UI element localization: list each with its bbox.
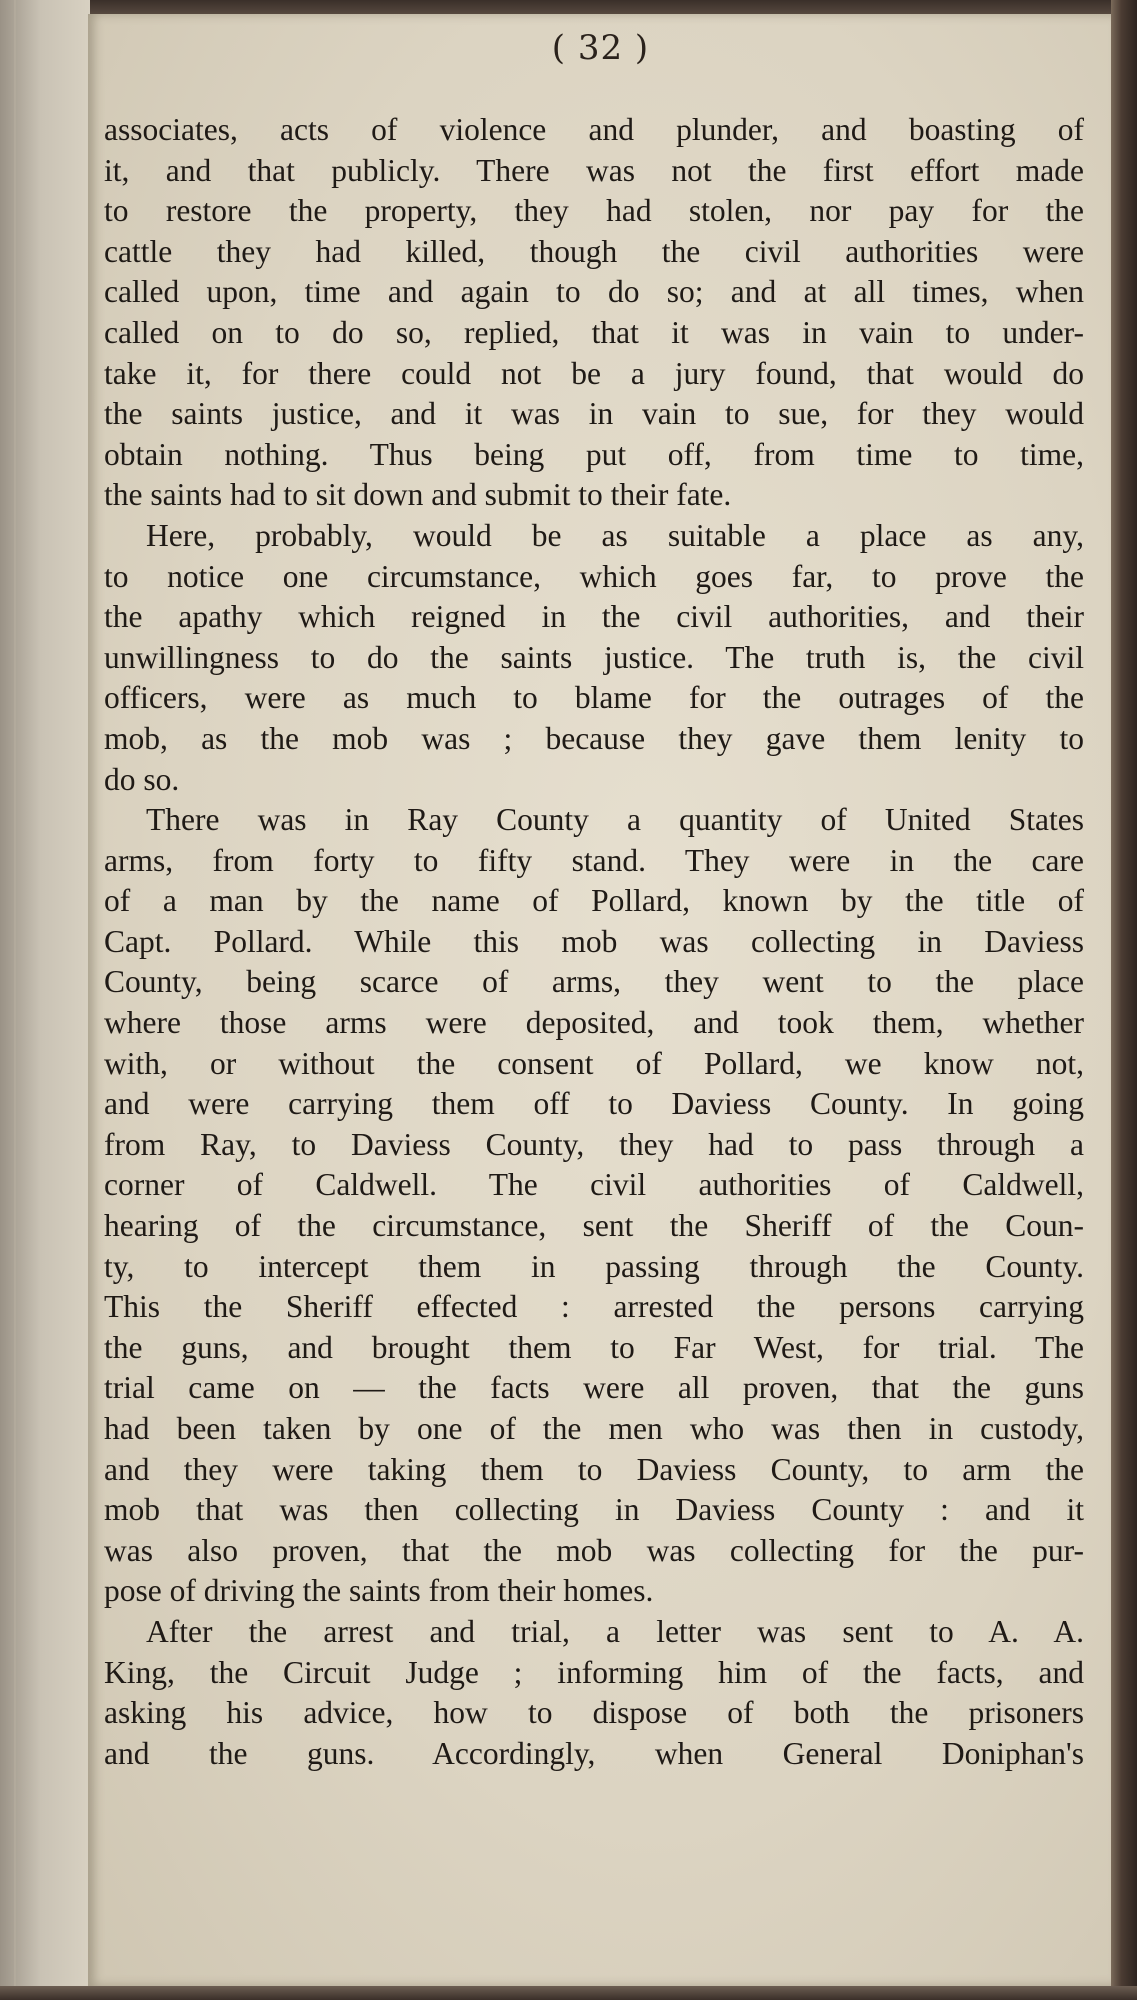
text-line: and they were taking them to Daviess County, to arm the [104, 1451, 1084, 1487]
text-line: was also proven, that the mob was collecting for the pur- [104, 1532, 1084, 1568]
text-line: obtain nothing. Thus being put off, from time to time, [104, 436, 1084, 472]
text-line: ty, to intercept them in passing through the County. [104, 1248, 1084, 1284]
text-line: cattle they had killed, though the civil authorities were [104, 233, 1084, 269]
text-line: the apathy which reigned in the civil authorities, and their [104, 599, 1084, 635]
text-line: mob that was then collecting in Daviess County : and it [104, 1492, 1084, 1528]
text-line: There was in Ray County a quantity of United States [146, 802, 1084, 838]
text-line: Capt. Pollard. While this mob was collecting in Daviess [104, 923, 1084, 959]
text-line: trial came on — the facts were all proven, that the guns [104, 1370, 1084, 1406]
text-line: called upon, time and again to do so; and at all times, when [104, 274, 1084, 310]
text-line: This the Sheriff effected : arrested the persons carrying [104, 1289, 1084, 1325]
text-line: the guns, and brought them to Far West, for trial. The [104, 1329, 1084, 1365]
text-line: of a man by the name of Pollard, known by the title of [104, 883, 1084, 919]
text-line: hearing of the circumstance, sent the Sheriff of the Coun- [104, 1208, 1084, 1244]
text-line: arms, from forty to fifty stand. They were in the care [104, 842, 1084, 878]
text-line: to notice one circumstance, which goes far, to prove the [104, 558, 1084, 594]
book-edge-bottom [0, 1986, 1137, 2000]
gutter-line [14, 0, 16, 2000]
text-line: corner of Caldwell. The civil authorities of Caldwell, [104, 1167, 1084, 1203]
text-line: Here, probably, would be as suitable a place as any, [146, 517, 1084, 553]
text-line: After the arrest and trial, a letter was sent to A. A. [146, 1613, 1084, 1649]
text-line: pose of driving the saints from their homes. [104, 1573, 654, 1609]
text-line: asking his advice, how to dispose of both the prisoners [104, 1695, 1084, 1731]
text-line: associates, acts of violence and plunder, and boasting of [104, 112, 1084, 147]
text-line: officers, were as much to blame for the outrages of the [104, 680, 1084, 716]
text-line: County, being scarce of arms, they went to the place [104, 964, 1084, 1000]
text-line: from Ray, to Daviess County, they had to pass through a [104, 1126, 1084, 1162]
text-line: King, the Circuit Judge ; informing him of the facts, and [104, 1654, 1084, 1690]
text-line: and the guns. Accordingly, when General Doniphan's [104, 1735, 1084, 1771]
text-line: do so. [104, 761, 180, 797]
body-text [104, 110, 1084, 1774]
text-line: and were carrying them off to Daviess County. In going [104, 1086, 1084, 1122]
text-line: where those arms were deposited, and took them, whether [104, 1005, 1084, 1041]
text-line: to restore the property, they had stolen, nor pay for the [104, 193, 1084, 229]
text-line: with, or without the consent of Pollard, we know not, [104, 1045, 1084, 1081]
text-line: called on to do so, replied, that it was in vain to under- [104, 314, 1084, 350]
text-line: unwillingness to do the saints justice. The truth is, the civil [104, 639, 1084, 675]
book-edge-right [1111, 0, 1137, 2000]
page-number: ( 32 ) [551, 28, 650, 68]
text-line: the saints had to sit down and submit to their fate. [104, 477, 732, 513]
text-line: take it, for there could not be a jury found, that would do [104, 355, 1084, 391]
text-line: mob, as the mob was ; because they gave them lenity to [104, 720, 1084, 756]
text-line: the saints justice, and it was in vain to sue, for they would [104, 396, 1084, 432]
text-line: had been taken by one of the men who was then in custody, [104, 1411, 1084, 1446]
book-gutter [0, 0, 90, 2000]
book-page [88, 14, 1113, 1986]
text-line: it, and that publicly. There was not the first effort made [104, 152, 1084, 188]
